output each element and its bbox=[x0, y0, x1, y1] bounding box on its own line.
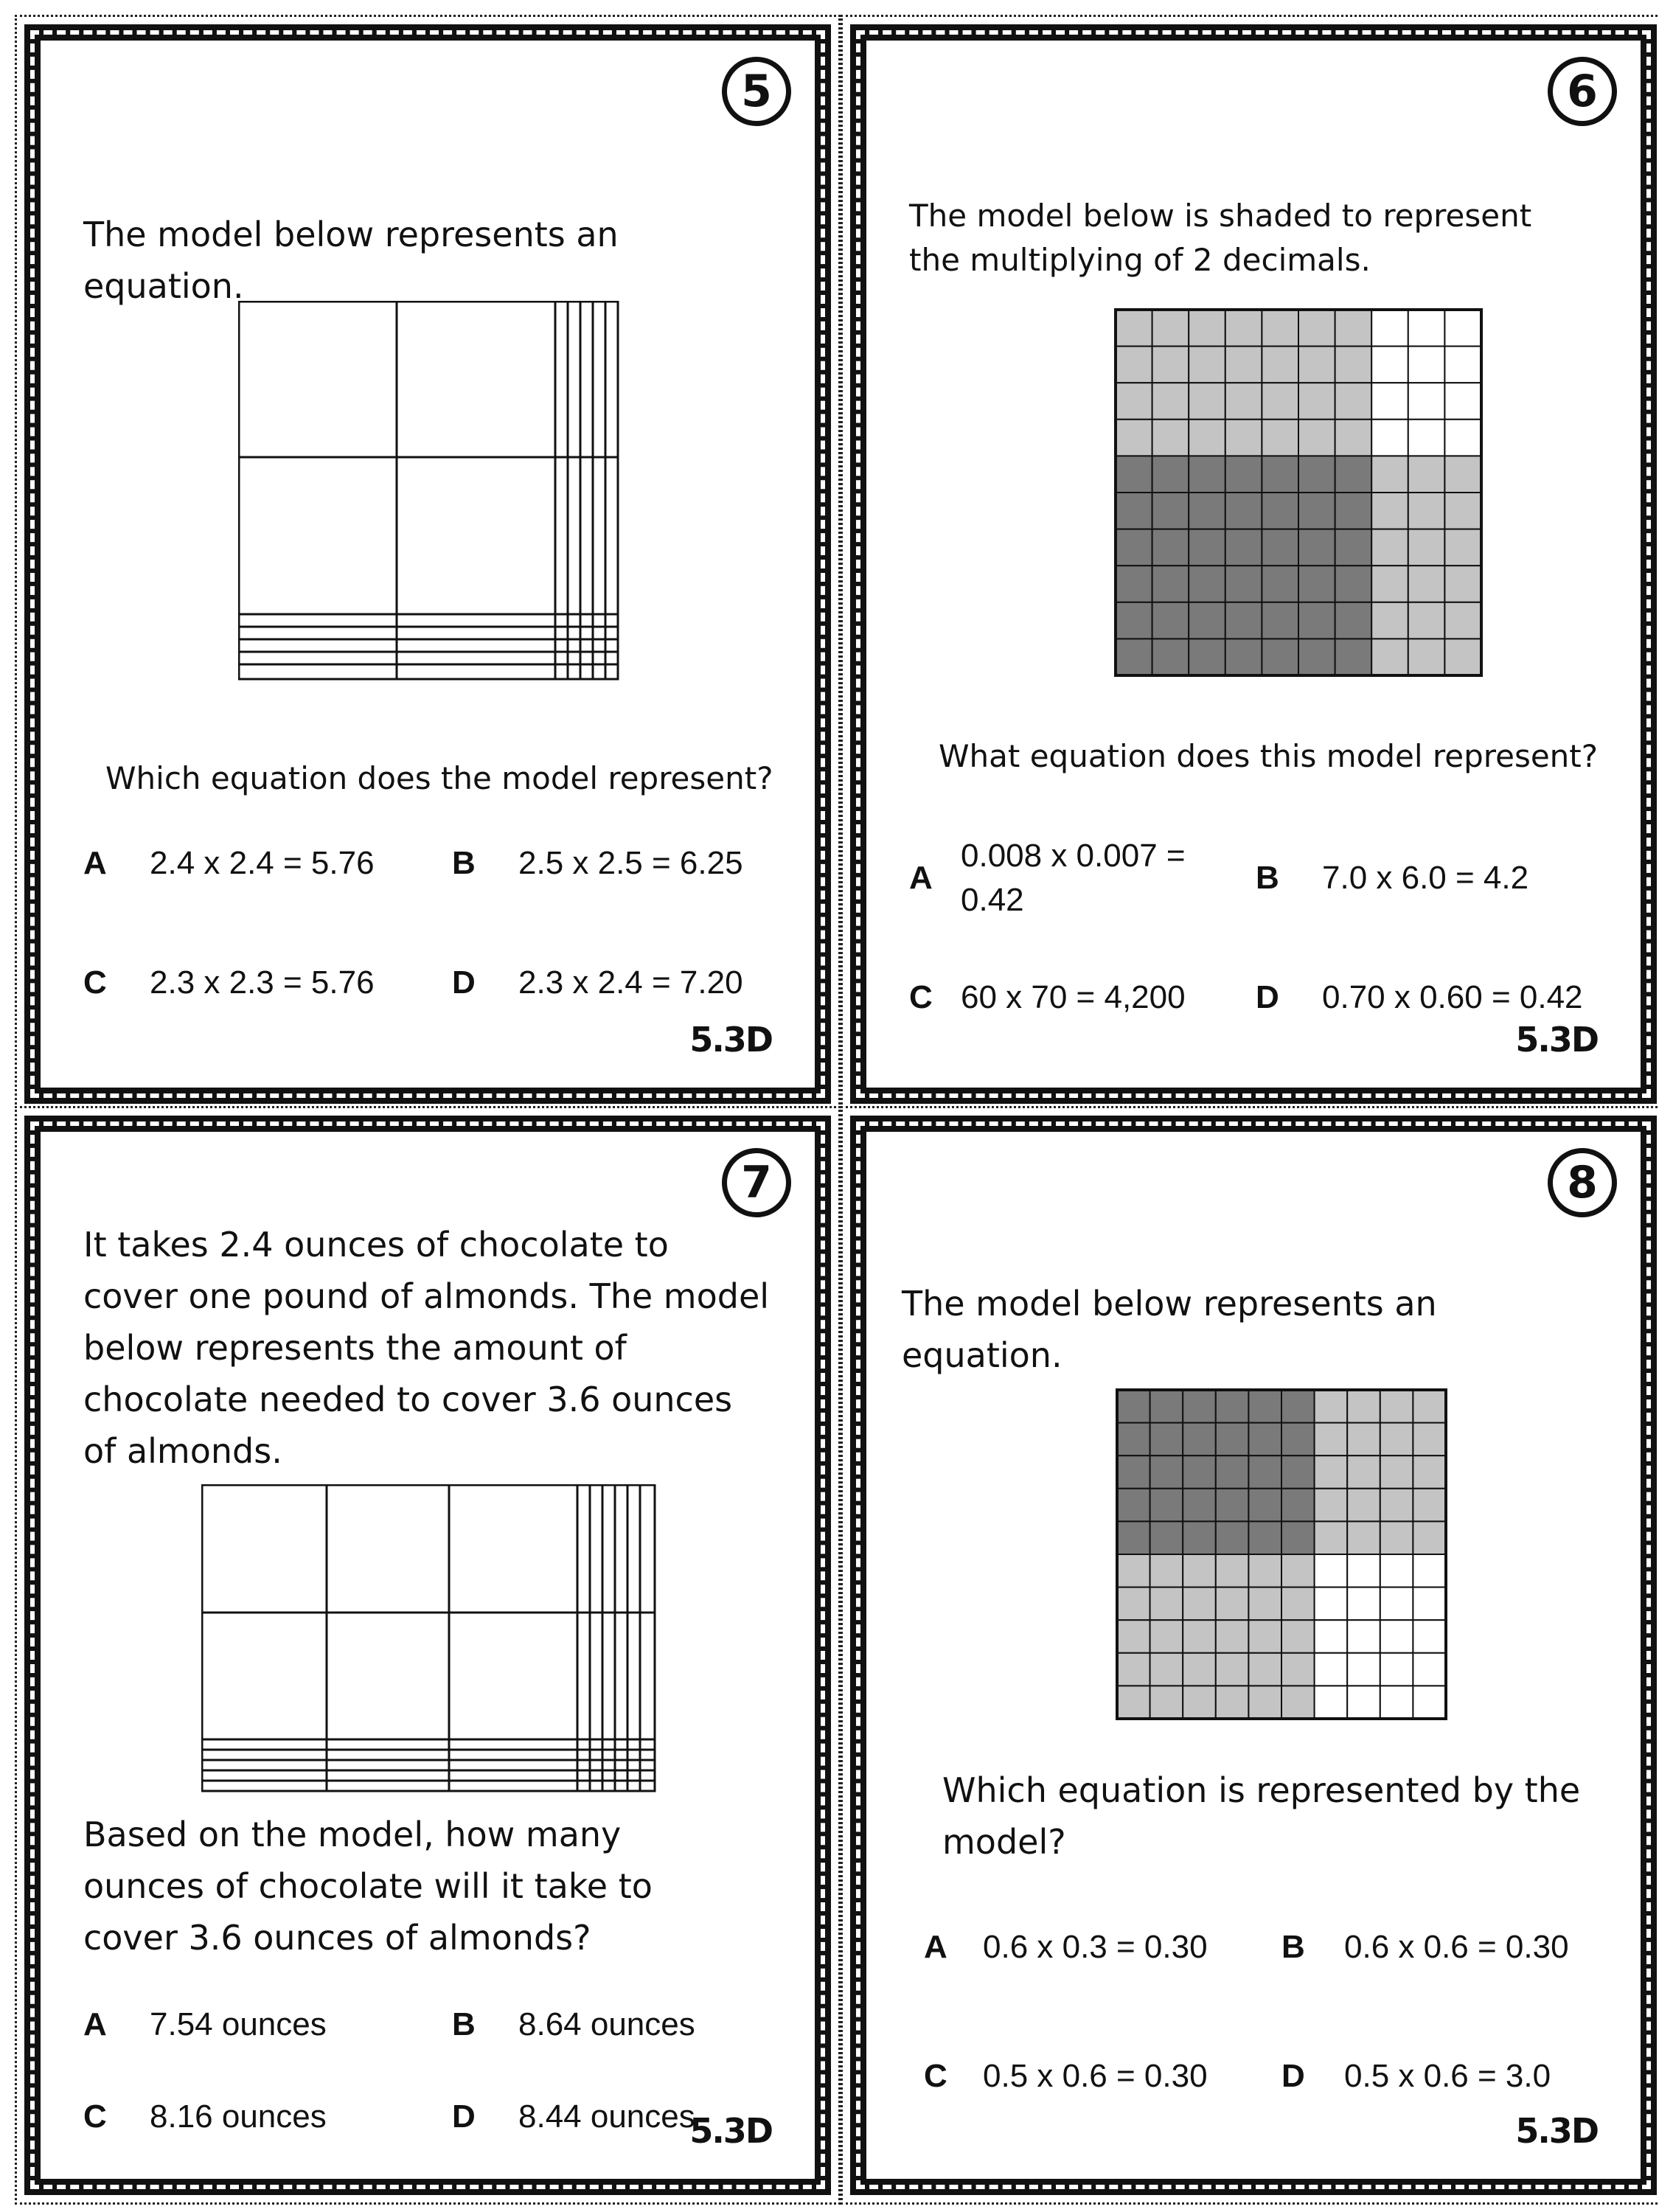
grid-cell bbox=[1116, 493, 1152, 529]
choice-text: 0.70 x 0.60 = 0.42 bbox=[1322, 979, 1583, 1015]
grid-cell bbox=[1371, 529, 1408, 566]
choice-a[interactable] bbox=[909, 835, 1234, 924]
grid-cell bbox=[1444, 529, 1481, 566]
grid-cell bbox=[1216, 1554, 1249, 1587]
grid-cell bbox=[1248, 1686, 1281, 1719]
grid-cell bbox=[1152, 529, 1189, 566]
grid-cell bbox=[1413, 1653, 1446, 1686]
grid-cell bbox=[1248, 1390, 1281, 1423]
grid-cell bbox=[1408, 639, 1445, 675]
standard-label: 5.3D bbox=[1515, 1020, 1598, 1060]
grid-cell bbox=[1371, 493, 1408, 529]
card-number: 5 bbox=[722, 57, 791, 126]
grid-cell bbox=[1380, 1521, 1413, 1554]
grid-cell bbox=[1189, 420, 1225, 456]
card-border bbox=[24, 1116, 831, 2195]
grid-cell bbox=[1380, 1587, 1413, 1621]
choice-a[interactable] bbox=[924, 1927, 1263, 1971]
grid-cell bbox=[1315, 1521, 1348, 1554]
choice-letter: D bbox=[1256, 979, 1279, 1015]
grid-cell bbox=[1216, 1653, 1249, 1686]
choice-b[interactable] bbox=[452, 843, 821, 887]
grid-cell bbox=[1117, 1554, 1150, 1587]
card-number: 8 bbox=[1548, 1148, 1617, 1217]
choice-text: 7.0 x 6.0 = 4.2 bbox=[1322, 860, 1529, 896]
grid-cell bbox=[1225, 602, 1262, 639]
grid-cell bbox=[1116, 602, 1152, 639]
grid-cell bbox=[1371, 456, 1408, 493]
grid-cell bbox=[1408, 310, 1445, 347]
choice-text: 0.008 x 0.007 = bbox=[961, 838, 1186, 874]
grid-cell bbox=[1189, 310, 1225, 347]
grid-cell bbox=[1248, 1653, 1281, 1686]
grid-cell bbox=[1371, 566, 1408, 602]
grid-cell bbox=[1262, 529, 1298, 566]
grid-cell bbox=[1150, 1521, 1183, 1554]
choice-d[interactable] bbox=[1281, 2056, 1650, 2100]
grid-cell bbox=[1152, 310, 1189, 347]
grid-cell bbox=[1347, 1653, 1380, 1686]
grid-cell bbox=[1152, 493, 1189, 529]
grid-cell bbox=[1281, 1653, 1315, 1686]
grid-cell bbox=[1225, 566, 1262, 602]
grid-cell bbox=[1413, 1521, 1446, 1554]
grid-cell bbox=[1408, 383, 1445, 420]
choice-text: 0.6 x 0.3 = 0.30 bbox=[983, 1929, 1208, 1965]
grid-cell bbox=[1335, 347, 1372, 383]
choice-text: 8.16 ounces bbox=[150, 2098, 327, 2135]
grid-cell bbox=[1117, 1521, 1150, 1554]
grid-cell bbox=[1413, 1587, 1446, 1621]
grid-cell bbox=[1315, 1390, 1348, 1423]
grid-cell bbox=[1150, 1686, 1183, 1719]
grid-cell bbox=[1216, 1620, 1249, 1653]
grid-cell bbox=[1298, 347, 1335, 383]
grid-cell bbox=[1225, 310, 1262, 347]
grid-cell bbox=[1216, 1521, 1249, 1554]
grid-cell bbox=[1189, 529, 1225, 566]
grid-cell bbox=[1298, 456, 1335, 493]
grid-cell bbox=[1248, 1620, 1281, 1653]
grid-cell bbox=[1225, 383, 1262, 420]
grid-cell bbox=[1225, 420, 1262, 456]
question-text: It takes 2.4 ounces of chocolate to cover one pound of almonds. The model below represents the amount of chocolate needed to cover 3.6 ounces of almonds. bbox=[83, 1225, 770, 1471]
grid-cell bbox=[1183, 1587, 1216, 1621]
grid-cell bbox=[1408, 456, 1445, 493]
grid-cell bbox=[1371, 347, 1408, 383]
choice-d[interactable] bbox=[452, 962, 821, 1006]
grid-cell bbox=[1262, 310, 1298, 347]
standard-label: 5.3D bbox=[1515, 2111, 1598, 2151]
grid-cell bbox=[1413, 1489, 1446, 1522]
choice-text: 7.54 ounces bbox=[150, 2006, 327, 2042]
grid-cell bbox=[1371, 420, 1408, 456]
grid-cell bbox=[1183, 1686, 1216, 1719]
grid-cell bbox=[1413, 1390, 1446, 1423]
grid-cell bbox=[1347, 1455, 1380, 1489]
grid-cell bbox=[1444, 639, 1481, 675]
choice-text: 8.64 ounces bbox=[518, 2006, 695, 2042]
grid-cell bbox=[1189, 493, 1225, 529]
grid-cell bbox=[1225, 529, 1262, 566]
grid-cell bbox=[1347, 1423, 1380, 1456]
grid-cell bbox=[1117, 1390, 1150, 1423]
grid-cell bbox=[1117, 1489, 1150, 1522]
choice-text: 2.4 x 2.4 = 5.76 bbox=[150, 845, 375, 881]
grid-cell bbox=[1408, 602, 1445, 639]
grid-cell bbox=[1315, 1686, 1348, 1719]
grid-cell bbox=[1150, 1587, 1183, 1621]
choice-c[interactable] bbox=[909, 977, 1234, 1021]
card-border bbox=[850, 24, 1657, 1104]
ask-text: What equation does this model represent? bbox=[939, 738, 1599, 774]
question-text: The model below represents an equation. bbox=[902, 1284, 1437, 1375]
grid-cell bbox=[1116, 529, 1152, 566]
grid-cell bbox=[1380, 1620, 1413, 1653]
grid-cell bbox=[1347, 1390, 1380, 1423]
grid-cell bbox=[1152, 602, 1189, 639]
choice-text: 2.5 x 2.5 = 6.25 bbox=[518, 845, 743, 881]
grid-cell bbox=[1152, 456, 1189, 493]
grid-cell bbox=[1216, 1423, 1249, 1456]
ask-text: Which equation does the model represent? bbox=[105, 760, 773, 796]
choice-letter: A bbox=[83, 2006, 107, 2042]
choice-letter: A bbox=[924, 1929, 947, 1965]
grid-cell bbox=[1262, 383, 1298, 420]
grid-cell bbox=[1150, 1455, 1183, 1489]
grid-cell bbox=[1281, 1455, 1315, 1489]
grid-cell bbox=[1281, 1521, 1315, 1554]
choice-letter: C bbox=[924, 2058, 947, 2094]
grid-cell bbox=[1189, 602, 1225, 639]
standard-label: 5.3D bbox=[689, 1020, 772, 1060]
grid-cell bbox=[1315, 1620, 1348, 1653]
card-8 bbox=[841, 1106, 1659, 2205]
grid-cell bbox=[1152, 383, 1189, 420]
grid-cell bbox=[1262, 456, 1298, 493]
grid-cell bbox=[1225, 493, 1262, 529]
grid-cell bbox=[1298, 566, 1335, 602]
grid-cell bbox=[1413, 1554, 1446, 1587]
grid-cell bbox=[1262, 493, 1298, 529]
grid-cell bbox=[1298, 493, 1335, 529]
grid-cell bbox=[1183, 1620, 1216, 1653]
card-border bbox=[850, 1116, 1657, 2195]
grid-cell bbox=[1413, 1620, 1446, 1653]
grid-cell bbox=[1248, 1423, 1281, 1456]
choice-text: 60 x 70 = 4,200 bbox=[961, 979, 1186, 1015]
grid-cell bbox=[1150, 1554, 1183, 1587]
grid-cell bbox=[1413, 1455, 1446, 1489]
grid-cell bbox=[1335, 493, 1372, 529]
grid-cell bbox=[1315, 1653, 1348, 1686]
choice-letter: C bbox=[83, 2098, 107, 2135]
grid-cell bbox=[1150, 1489, 1183, 1522]
grid-cell bbox=[1315, 1455, 1348, 1489]
grid-cell bbox=[1315, 1554, 1348, 1587]
grid-cell bbox=[1116, 639, 1152, 675]
grid-cell bbox=[1183, 1554, 1216, 1587]
ask-text: Based on the model, how many ounces of chocolate will it take to cover 3.6 ounces of almonds? bbox=[83, 1815, 653, 1958]
grid-cell bbox=[1116, 383, 1152, 420]
choice-letter: B bbox=[1256, 860, 1279, 896]
choice-letter: D bbox=[452, 2098, 476, 2135]
grid-cell bbox=[1248, 1489, 1281, 1522]
choice-c[interactable] bbox=[83, 2096, 437, 2140]
grid-cell bbox=[1371, 602, 1408, 639]
grid-cell bbox=[1248, 1587, 1281, 1621]
grid-cell bbox=[1117, 1587, 1150, 1621]
grid-cell bbox=[1262, 639, 1298, 675]
choice-b[interactable] bbox=[1281, 1927, 1650, 1971]
grid-cell bbox=[1298, 639, 1335, 675]
grid-cell bbox=[1116, 566, 1152, 602]
grid-cell bbox=[1281, 1390, 1315, 1423]
choice-text: 8.44 ounces bbox=[518, 2098, 695, 2135]
grid-cell bbox=[1380, 1455, 1413, 1489]
grid-cell bbox=[1216, 1686, 1249, 1719]
grid-cell bbox=[1315, 1489, 1348, 1522]
question-text: The model below is shaded to represent the multiplying of 2 decimals. bbox=[909, 198, 1532, 278]
grid-cell bbox=[1152, 420, 1189, 456]
choice-text: 2.3 x 2.3 = 5.76 bbox=[150, 964, 375, 1001]
grid-cell bbox=[1444, 566, 1481, 602]
grid-cell bbox=[1117, 1620, 1150, 1653]
choice-text: 0.6 x 0.6 = 0.30 bbox=[1344, 1929, 1569, 1965]
grid-cell bbox=[1189, 347, 1225, 383]
grid-cell bbox=[1315, 1423, 1348, 1456]
grid-cell bbox=[1262, 347, 1298, 383]
grid-cell bbox=[1298, 310, 1335, 347]
grid-cell bbox=[1216, 1587, 1249, 1621]
grid-cell bbox=[1413, 1423, 1446, 1456]
decimal-grid-8 bbox=[1116, 1388, 1447, 1720]
choice-letter: A bbox=[83, 845, 107, 881]
choice-letter: C bbox=[909, 979, 933, 1015]
choice-text: 0.5 x 0.6 = 3.0 bbox=[1344, 2058, 1551, 2094]
grid-cell bbox=[1225, 456, 1262, 493]
grid-cell bbox=[1444, 383, 1481, 420]
grid-cell bbox=[1444, 420, 1481, 456]
grid-cell bbox=[1116, 310, 1152, 347]
grid-cell bbox=[1335, 639, 1372, 675]
grid-cell bbox=[1262, 602, 1298, 639]
grid-cell bbox=[1444, 347, 1481, 383]
grid-cell bbox=[1248, 1521, 1281, 1554]
grid-cell bbox=[1298, 420, 1335, 456]
card-5 bbox=[15, 15, 841, 1113]
grid-cell bbox=[1335, 456, 1372, 493]
choice-letter: A bbox=[909, 860, 933, 896]
grid-cell bbox=[1347, 1686, 1380, 1719]
choice-d[interactable] bbox=[1256, 977, 1654, 1021]
grid-cell bbox=[1281, 1423, 1315, 1456]
grid-cell bbox=[1248, 1455, 1281, 1489]
grid-cell bbox=[1117, 1653, 1150, 1686]
choice-b[interactable] bbox=[1256, 858, 1639, 902]
grid-cell bbox=[1298, 529, 1335, 566]
grid-cell bbox=[1347, 1554, 1380, 1587]
grid-cell bbox=[1152, 639, 1189, 675]
grid-cell bbox=[1183, 1423, 1216, 1456]
grid-cell bbox=[1281, 1686, 1315, 1719]
grid-cell bbox=[1413, 1686, 1446, 1719]
grid-cell bbox=[1262, 420, 1298, 456]
grid-cell bbox=[1216, 1455, 1249, 1489]
grid-cell bbox=[1380, 1423, 1413, 1456]
grid-cell bbox=[1116, 456, 1152, 493]
grid-cell bbox=[1183, 1653, 1216, 1686]
grid-cell bbox=[1408, 347, 1445, 383]
grid-cell bbox=[1183, 1489, 1216, 1522]
grid-cell bbox=[1216, 1390, 1249, 1423]
choice-text-line2: 0.42 bbox=[961, 882, 1024, 918]
grid-cell bbox=[1335, 310, 1372, 347]
card-number: 7 bbox=[722, 1148, 791, 1217]
grid-cell bbox=[1408, 529, 1445, 566]
grid-cell bbox=[1347, 1521, 1380, 1554]
grid-cell bbox=[1117, 1455, 1150, 1489]
grid-cell bbox=[1335, 566, 1372, 602]
grid-cell bbox=[1371, 383, 1408, 420]
grid-cell bbox=[1408, 566, 1445, 602]
choice-text: 0.5 x 0.6 = 0.30 bbox=[983, 2058, 1208, 2094]
grid-cell bbox=[1408, 493, 1445, 529]
grid-cell bbox=[1371, 310, 1408, 347]
grid-cell bbox=[1183, 1455, 1216, 1489]
choice-letter: B bbox=[1281, 1929, 1305, 1965]
decimal-grid-6 bbox=[1114, 308, 1483, 677]
choice-c[interactable] bbox=[924, 2056, 1263, 2100]
grid-cell bbox=[1347, 1587, 1380, 1621]
grid-cell bbox=[1371, 639, 1408, 675]
grid-cell bbox=[1315, 1587, 1348, 1621]
grid-cell bbox=[1150, 1390, 1183, 1423]
grid-cell bbox=[1248, 1554, 1281, 1587]
grid-cell bbox=[1189, 639, 1225, 675]
ask-text: Which equation is represented by the model? bbox=[942, 1770, 1581, 1862]
grid-cell bbox=[1335, 529, 1372, 566]
grid-cell bbox=[1380, 1390, 1413, 1423]
choice-a[interactable] bbox=[83, 2004, 437, 2048]
grid-cell bbox=[1152, 566, 1189, 602]
grid-cell bbox=[1117, 1686, 1150, 1719]
grid-cell bbox=[1444, 310, 1481, 347]
choice-a[interactable] bbox=[83, 843, 437, 887]
card-7 bbox=[15, 1106, 841, 2205]
choice-letter: D bbox=[452, 964, 476, 1001]
grid-cell bbox=[1281, 1489, 1315, 1522]
choice-b[interactable] bbox=[452, 2004, 821, 2048]
choice-letter: C bbox=[83, 964, 107, 1001]
grid-cell bbox=[1183, 1390, 1216, 1423]
grid-cell bbox=[1380, 1489, 1413, 1522]
grid-cell bbox=[1183, 1521, 1216, 1554]
grid-cell bbox=[1281, 1554, 1315, 1587]
grid-cell bbox=[1335, 420, 1372, 456]
grid-cell bbox=[1152, 347, 1189, 383]
grid-cell bbox=[1281, 1620, 1315, 1653]
grid-cell bbox=[1262, 566, 1298, 602]
area-model-5 bbox=[238, 301, 622, 684]
grid-cell bbox=[1298, 383, 1335, 420]
choice-text: 2.3 x 2.4 = 7.20 bbox=[518, 964, 743, 1001]
choice-letter: B bbox=[452, 2006, 476, 2042]
grid-cell bbox=[1189, 566, 1225, 602]
grid-cell bbox=[1225, 639, 1262, 675]
grid-cell bbox=[1347, 1620, 1380, 1653]
grid-cell bbox=[1335, 383, 1372, 420]
grid-cell bbox=[1117, 1423, 1150, 1456]
grid-cell bbox=[1335, 602, 1372, 639]
card-border bbox=[24, 24, 831, 1104]
grid-cell bbox=[1189, 456, 1225, 493]
choice-letter: B bbox=[452, 845, 476, 881]
grid-cell bbox=[1116, 420, 1152, 456]
standard-label: 5.3D bbox=[689, 2111, 772, 2151]
question-text: The model below represents an equation. bbox=[83, 215, 619, 306]
grid-cell bbox=[1380, 1554, 1413, 1587]
grid-cell bbox=[1189, 383, 1225, 420]
grid-cell bbox=[1380, 1653, 1413, 1686]
card-6 bbox=[841, 15, 1659, 1113]
grid-cell bbox=[1380, 1686, 1413, 1719]
choice-letter: D bbox=[1281, 2058, 1305, 2094]
grid-cell bbox=[1150, 1620, 1183, 1653]
grid-cell bbox=[1216, 1489, 1249, 1522]
card-number: 6 bbox=[1548, 57, 1617, 126]
grid-cell bbox=[1225, 347, 1262, 383]
grid-cell bbox=[1444, 493, 1481, 529]
grid-cell bbox=[1150, 1423, 1183, 1456]
grid-cell bbox=[1347, 1489, 1380, 1522]
grid-cell bbox=[1281, 1587, 1315, 1621]
area-model-7 bbox=[201, 1484, 658, 1794]
choice-c[interactable] bbox=[83, 962, 437, 1006]
grid-cell bbox=[1408, 420, 1445, 456]
grid-cell bbox=[1150, 1653, 1183, 1686]
grid-cell bbox=[1116, 347, 1152, 383]
grid-cell bbox=[1444, 456, 1481, 493]
grid-cell bbox=[1444, 602, 1481, 639]
grid-cell bbox=[1298, 602, 1335, 639]
